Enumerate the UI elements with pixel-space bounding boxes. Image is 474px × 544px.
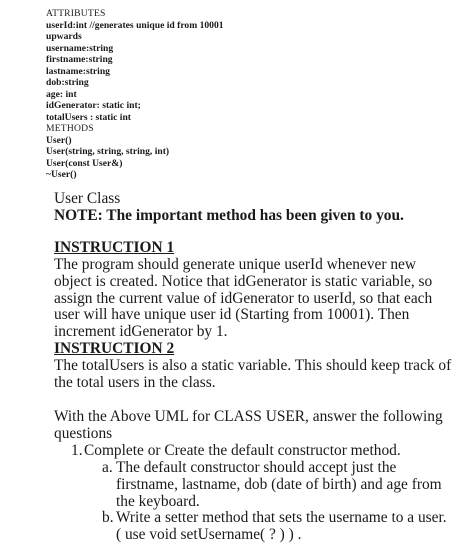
question-list xyxy=(71,443,464,544)
sub-list-item xyxy=(102,460,464,511)
sub-item-line: the keyboard. xyxy=(116,492,200,510)
spacer xyxy=(54,225,464,240)
method-line: User(string, string, string, int) xyxy=(46,146,170,157)
instruction-2-line: The totalUsers is also a static variable. This should keep track of xyxy=(54,357,452,375)
method-line: ~User() xyxy=(46,169,77,180)
question-line: With the Above UML for CLASS USER, answer the following xyxy=(54,407,443,425)
method-line: User() xyxy=(46,134,72,146)
list-marker: b. xyxy=(102,509,114,527)
instruction-1-line: user will have unique user id (Starting from 10001). Then xyxy=(54,306,410,324)
list-item xyxy=(71,443,464,544)
list-marker: a. xyxy=(102,458,113,476)
sub-item-line: ( use void setUsername( ? ) ) . xyxy=(116,526,302,544)
spacer xyxy=(54,392,464,409)
question-line: questions xyxy=(54,424,113,442)
attribute-line: upwards xyxy=(46,31,82,42)
sub-item-line: firstname, lastname, dob (date of birth) and age from xyxy=(116,475,442,493)
attribute-line: dob:string xyxy=(46,77,89,88)
uml-class-box xyxy=(46,8,466,181)
attributes-heading: ATTRIBUTES xyxy=(46,8,106,19)
assignment-text xyxy=(54,191,464,544)
sub-list xyxy=(102,460,464,544)
class-title: User Class xyxy=(54,190,121,207)
attribute-line: userId:int //generates unique id from 10001 xyxy=(46,19,224,31)
attribute-line: username:string xyxy=(46,42,114,54)
instruction-1-heading: INSTRUCTION 1 xyxy=(54,238,175,256)
methods-heading: METHODS xyxy=(46,123,94,134)
instruction-2-heading: INSTRUCTION 2 xyxy=(54,340,175,358)
sub-list-item xyxy=(102,510,464,544)
attribute-line: totalUsers : static int xyxy=(46,111,131,123)
attribute-line: age: int xyxy=(46,88,77,100)
attribute-line: firstname:string xyxy=(46,54,113,65)
instruction-2-line: the total users in the class. xyxy=(54,374,216,392)
attribute-line: idGenerator: static int; xyxy=(46,100,141,111)
note-text: NOTE: The important method has been given to you. xyxy=(54,206,404,224)
method-line: User(const User&) xyxy=(46,157,123,169)
instruction-1-line: assign the current value of idGenerator to userId, so that each xyxy=(54,289,433,307)
list-marker: 1. xyxy=(71,441,83,459)
attribute-line: lastname:string xyxy=(46,65,110,77)
instruction-1-line: object is created. Notice that idGenerator is static variable, so xyxy=(54,272,433,290)
sub-item-line: The default constructor should accept just the xyxy=(116,458,397,476)
list-item-text: Complete or Create the default constructor method. xyxy=(84,441,401,459)
sub-item-line: Write a setter method that sets the username to a user. xyxy=(116,509,447,527)
instruction-1-line: increment idGenerator by 1. xyxy=(54,323,228,341)
instruction-1-line: The program should generate unique userId whenever new xyxy=(54,255,416,273)
